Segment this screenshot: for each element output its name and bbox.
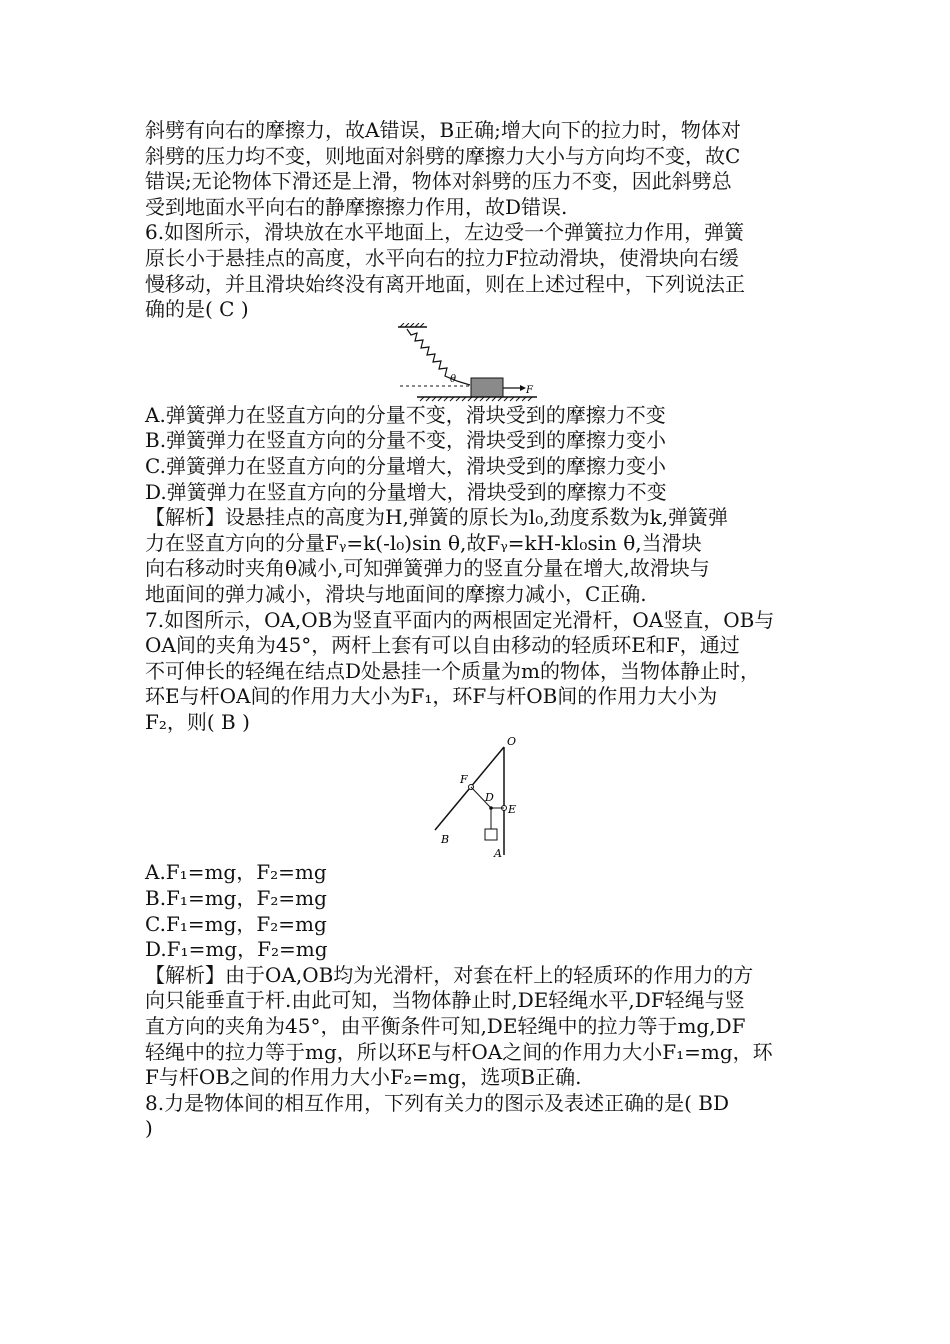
- question-stem-line: 6.如图所示，滑块放在水平地面上，左边受一个弹簧拉力作用，弹簧: [145, 220, 745, 245]
- label-f: F: [460, 773, 468, 787]
- analysis-line: 地面间的弹力减小，滑块与地面间的摩擦力减小，C正确.: [145, 581, 647, 606]
- label-e: E: [508, 803, 517, 817]
- label-o: O: [507, 735, 517, 749]
- force-label: F: [526, 384, 533, 396]
- analysis-line: 【解析】设悬挂点的高度为H,弹簧的原长为l₀,劲度系数为k,弹簧弹: [145, 505, 729, 530]
- question-8: [145, 1091, 825, 1142]
- option-a: A.F₁=mg，F₂=mg: [145, 860, 327, 885]
- spring: [407, 329, 470, 385]
- analysis-line: 轻绳中的拉力等于mg，所以环E与杆OA之间的作用力大小F₁=mg，环: [145, 1039, 773, 1064]
- label-b: B: [441, 833, 450, 847]
- document-page: [145, 118, 825, 1142]
- question-stem-line: 原长小于悬挂点的高度，水平向右的拉力F拉动滑块，使滑块向右缓: [145, 245, 739, 270]
- slider-block: [471, 378, 503, 397]
- rods-rings-diagram: [145, 735, 825, 860]
- spring-block-figure: [145, 323, 825, 403]
- text-line: 受到地面水平向右的静摩擦擦力作用，故D错误.: [145, 194, 568, 219]
- question-stem-line: 7.如图所示，OA,OB为竖直平面内的两根固定光滑杆，OA竖直，OB与: [145, 607, 775, 632]
- option-c: C.弹簧弹力在竖直方向的分量增大，滑块受到的摩擦力变小: [145, 453, 666, 478]
- text-line: 斜劈有向右的摩擦力，故A错误，B正确;增大向下的拉力时，物体对: [145, 118, 741, 142]
- rods-rings-figure: [145, 735, 825, 860]
- analysis-line: 向右移动时夹角θ减小,可知弹簧弹力的竖直分量在增大,故滑块与: [145, 556, 710, 581]
- analysis-line: 力在竖直方向的分量Fᵧ=k(-l₀)sin θ,故Fᵧ=kH-kl₀sin θ,当滑块: [145, 530, 702, 555]
- analysis-line: F与杆OB之间的作用力大小F₂=mg，选项B正确.: [145, 1065, 582, 1090]
- analysis-line: 【解析】由于OA,OB均为光滑杆，对套在杆上的轻质环的作用力的方: [145, 962, 754, 987]
- option-b: B.F₁=mg，F₂=mg: [145, 886, 327, 911]
- spring-block-diagram: [145, 323, 825, 403]
- question-stem-line: F₂，则( B ): [145, 709, 250, 734]
- question-stem-line: 确的是( C ): [145, 297, 249, 322]
- question-stem-line: OA间的夹角为45°，两杆上套有可以自由移动的轻质环E和F，通过: [145, 633, 740, 658]
- option-c: C.F₁=mg，F₂=mg: [145, 911, 327, 936]
- question-6: [145, 220, 825, 607]
- analysis-line: 直方向的夹角为45°，由平衡条件可知,DE轻绳中的拉力等于mg,DF: [145, 1014, 746, 1039]
- analysis-line: 向只能垂直于杆.由此可知，当物体静止时,DE轻绳水平,DF轻绳与竖: [145, 988, 745, 1013]
- question-stem-line: 8.力是物体间的相互作用，下列有关力的图示及表述正确的是( BD: [145, 1090, 729, 1115]
- option-d: D.F₁=mg，F₂=mg: [145, 937, 328, 962]
- label-a: A: [494, 847, 502, 861]
- label-d: D: [485, 791, 494, 805]
- question-stem-line: ): [145, 1116, 153, 1141]
- theta-label: θ: [450, 373, 457, 385]
- hanging-mass: [485, 829, 497, 840]
- option-b: B.弹簧弹力在竖直方向的分量不变，滑块受到的摩擦力变小: [145, 428, 667, 453]
- text-line: 错误;无论物体下滑还是上滑，物体对斜劈的压力不变，因此斜劈总: [145, 169, 732, 194]
- intro-paragraph: [145, 118, 825, 220]
- question-7: [145, 608, 825, 1091]
- question-stem-line: 慢移动，并且滑块始终没有离开地面，则在上述过程中，下列说法正: [145, 271, 745, 296]
- text-line: 斜劈的压力均不变，则地面对斜劈的摩擦力大小与方向均不变，故C: [145, 143, 741, 168]
- question-stem-line: 不可伸长的轻绳在结点D处悬挂一个质量为m的物体，当物体静止时，: [145, 658, 760, 683]
- question-stem-line: 环E与杆OA间的作用力大小为F₁，环F与杆OB间的作用力大小为: [145, 684, 718, 709]
- option-d: D.弹簧弹力在竖直方向的分量增大，滑块受到的摩擦力不变: [145, 479, 667, 504]
- option-a: A.弹簧弹力在竖直方向的分量不变，滑块受到的摩擦力不变: [145, 402, 666, 427]
